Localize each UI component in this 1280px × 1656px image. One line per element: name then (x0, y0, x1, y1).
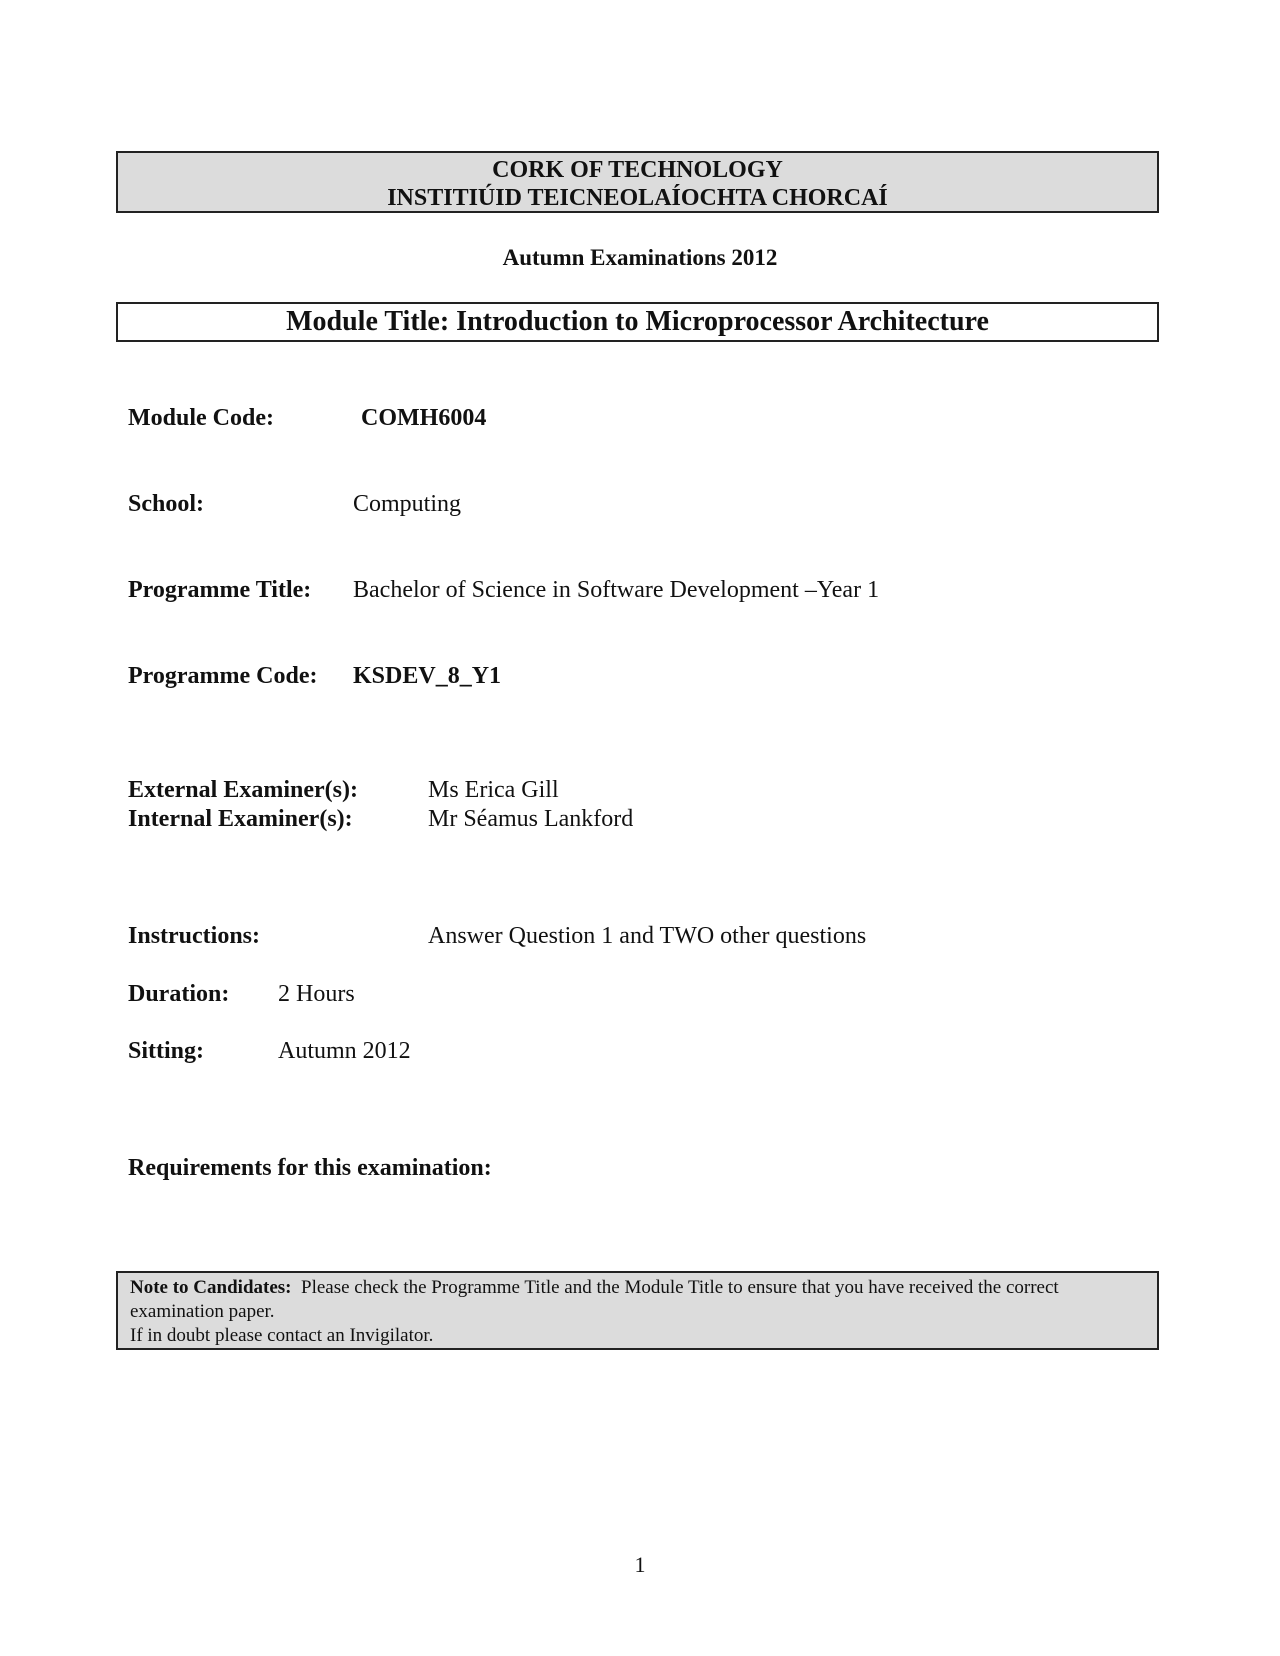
note-to-candidates-box (116, 1271, 1159, 1350)
programme-code-label: Programme Code: (128, 663, 318, 689)
programme-title-label: Programme Title: (128, 577, 312, 603)
institution-name-english: CORK OF TECHNOLOGY (492, 157, 783, 183)
sitting-value: Autumn 2012 (278, 1038, 411, 1064)
module-code-value: COMH6004 (361, 405, 487, 431)
external-examiner-label: External Examiner(s): (128, 777, 358, 803)
instructions-value: Answer Question 1 and TWO other questions (428, 923, 867, 949)
institution-name-irish: INSTITIÚID TEICNEOLAÍOCHTA CHORCAÍ (387, 185, 888, 211)
module-code-label: Module Code: (128, 405, 274, 431)
institution-header (116, 151, 1159, 213)
school-label: School: (128, 491, 205, 517)
note-paragraph (130, 1276, 1145, 1324)
module-title: Module Title: Introduction to Microprocessor Architecture (116, 302, 1159, 342)
internal-examiner-label: Internal Examiner(s): (128, 806, 353, 832)
note-text: Please check the Programme Title and the Module Title to ensure that you have received the correct examination paper. (130, 1277, 1059, 1322)
programme-title-value: Bachelor of Science in Software Development –Year 1 (353, 577, 880, 603)
programme-code-value: KSDEV_8_Y1 (353, 663, 502, 689)
note-label: Note to Candidates: (130, 1277, 292, 1298)
school-value: Computing (353, 491, 462, 517)
external-examiner-value: Ms Erica Gill (428, 777, 559, 803)
duration-value: 2 Hours (278, 981, 355, 1007)
exam-session-heading: Autumn Examinations 2012 (502, 245, 778, 270)
requirements-label: Requirements for this examination: (128, 1155, 492, 1181)
internal-examiner-value: Mr Séamus Lankford (428, 806, 634, 832)
note-contact-text: If in doubt please contact an Invigilator. (130, 1325, 434, 1346)
duration-label: Duration: (128, 981, 230, 1007)
page-number: 1 (634, 1552, 646, 1577)
instructions-label: Instructions: (128, 923, 261, 949)
sitting-label: Sitting: (128, 1038, 205, 1064)
